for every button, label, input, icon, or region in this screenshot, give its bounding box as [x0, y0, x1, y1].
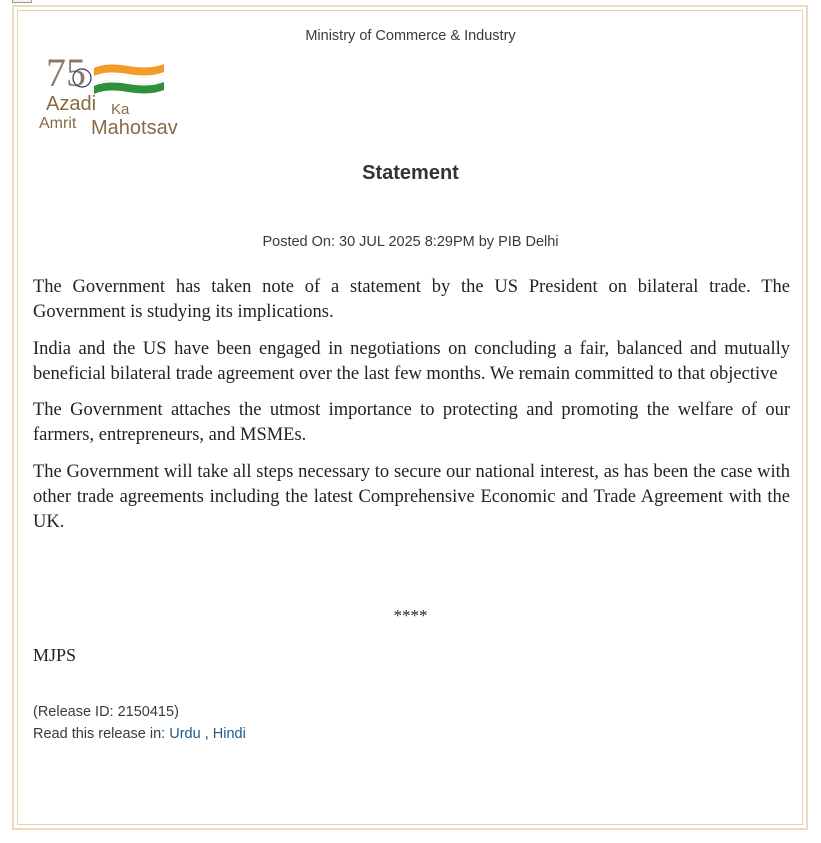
article-body — [33, 275, 790, 547]
release-id: (Release ID: 2150415) — [33, 704, 179, 720]
posted-on: Posted On: 30 JUL 2025 8:29PM by PIB Delhi — [262, 234, 559, 250]
language-link-hindi[interactable]: Hindi — [212, 726, 246, 742]
ministry-name: Ministry of Commerce & Industry — [305, 28, 516, 44]
language-link-urdu[interactable]: Urdu — [169, 726, 201, 742]
paragraph: The Government has taken note of a statement by the US President on bilateral trade. The Government is studying its implications. — [33, 277, 790, 323]
separator: **** — [393, 606, 428, 625]
read-in-languages — [33, 726, 246, 742]
language-separator: , — [204, 726, 209, 742]
logo-mahotsav: Mahotsav — [91, 117, 178, 139]
azadi-ka-amrit-mahotsav-logo — [38, 48, 198, 140]
logo-number: 75 — [46, 50, 86, 95]
signature: MJPS — [33, 645, 77, 665]
page-title: Statement — [362, 162, 459, 184]
read-in-label: Read this release in: — [33, 726, 166, 742]
logo-amrit: Amrit — [39, 115, 77, 132]
logo-azadi: Azadi — [46, 93, 97, 115]
paragraph: The Government will take all steps necessary to secure our national interest, as has been the case with other trade agreements including the latest Comprehensive Economic and Trade Agreement with the UK. — [33, 461, 790, 533]
flag-white-stripe — [94, 74, 164, 84]
paragraph: India and the US have been engaged in negotiations on concluding a fair, balanced and mutually beneficial bilateral trade agreement over the last few months. We remain committed to that objective — [33, 338, 790, 384]
corner-checkbox — [12, 0, 32, 3]
logo-ka: Ka — [111, 101, 130, 118]
paragraph: The Government attaches the utmost importance to protecting and promoting the welfare of our farmers, entrepreneurs, and MSMEs. — [33, 400, 790, 446]
flag-green-stripe — [94, 82, 164, 94]
flag-saffron-stripe — [94, 64, 164, 76]
